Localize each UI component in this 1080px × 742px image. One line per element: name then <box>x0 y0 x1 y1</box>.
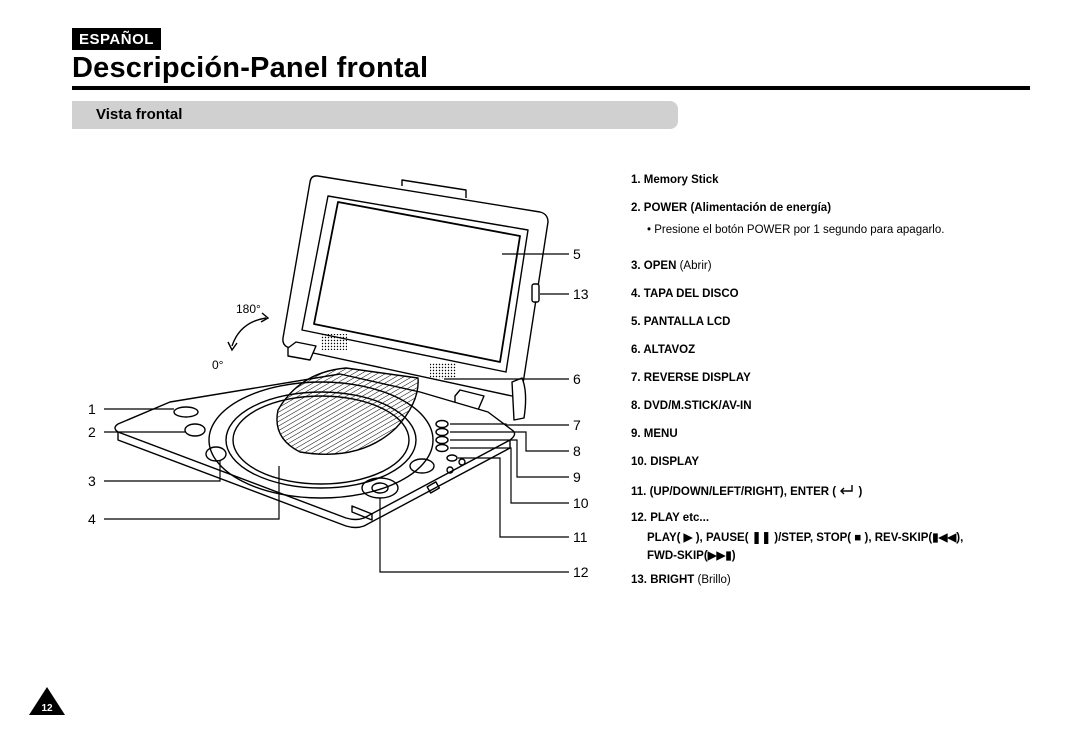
fwd-skip-icon: ▶▶▮ <box>707 550 732 562</box>
rev-skip-icon: ▮◀◀ <box>932 532 957 544</box>
list-item: 11. (UP/DOWN/LEFT/RIGHT), ENTER ( ) <box>631 486 863 498</box>
play-icon: ▶ <box>683 532 693 544</box>
list-item: 10. DISPLAY <box>631 456 699 468</box>
callout-10: 10 <box>573 495 589 511</box>
stop-icon: ■ <box>854 532 862 544</box>
list-item: 5. PANTALLA LCD <box>631 316 731 328</box>
callout-4: 4 <box>88 511 96 527</box>
angle-label-closed: 0° <box>212 358 224 372</box>
callout-13: 13 <box>573 286 589 302</box>
angle-label-open: 180° <box>236 302 261 316</box>
page-number-badge <box>28 686 66 716</box>
callout-6: 6 <box>573 371 581 387</box>
power-note: • Presione el botón POWER por 1 segundo para apagarlo. <box>647 224 945 236</box>
callout-9: 9 <box>573 469 581 485</box>
list-item: 1. Memory Stick <box>631 174 719 186</box>
list-item: 6. ALTAVOZ <box>631 344 696 356</box>
callout-3: 3 <box>88 473 96 489</box>
fwd-skip-line: FWD-SKIP(▶▶▮) <box>647 550 736 562</box>
dvd-player-illustration <box>70 150 610 590</box>
language-badge: ESPAÑOL <box>72 28 161 50</box>
page-number: 12 <box>41 703 53 714</box>
enter-icon <box>839 484 855 496</box>
list-item: 7. REVERSE DISPLAY <box>631 372 751 384</box>
callout-5: 5 <box>573 246 581 262</box>
callout-8: 8 <box>573 443 581 459</box>
callout-12: 12 <box>573 564 589 580</box>
list-item: 13. BRIGHT (Brillo) <box>631 574 731 586</box>
list-item: 9. MENU <box>631 428 678 440</box>
list-item: 2. POWER (Alimentación de energía) <box>631 202 832 214</box>
play-controls-line: PLAY( ▶ ), PAUSE( ❚❚ )/STEP, STOP( ■ ), REV-SKIP(▮◀◀), <box>647 532 964 544</box>
callout-1: 1 <box>88 401 96 417</box>
callout-11: 11 <box>573 529 588 545</box>
section-title: Vista frontal <box>96 106 183 123</box>
page-title: Descripción-Panel frontal <box>72 52 429 84</box>
pause-icon: ❚❚ <box>751 532 772 544</box>
title-rule <box>72 86 1030 90</box>
list-item: 4. TAPA DEL DISCO <box>631 288 739 300</box>
list-item: 12. PLAY etc... <box>631 512 710 524</box>
list-item: 3. OPEN (Abrir) <box>631 260 712 272</box>
section-bar <box>72 101 678 129</box>
list-item: 8. DVD/M.STICK/AV-IN <box>631 400 752 412</box>
callout-7: 7 <box>573 417 581 433</box>
callout-2: 2 <box>88 424 96 440</box>
